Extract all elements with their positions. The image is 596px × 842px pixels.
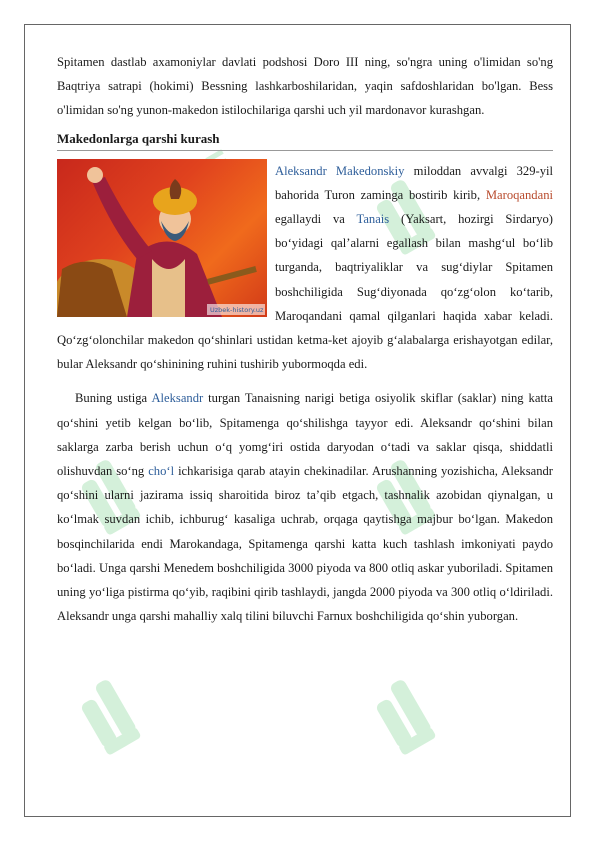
- document-body: [57, 50, 553, 628]
- link-chol[interactable]: cho‘l: [148, 464, 175, 479]
- section-heading: Makedonlarga qarshi kurash: [57, 128, 553, 151]
- paragraph-intro: Spitamen dastlab axamoniylar davlati podshosi Doro III ning, so'ngra uning o'limidan so'ng Baqtriya satrapi (hokimi) Bessning lashkarboshilaridan, yaqin safdoshlaridan bo'lgan. Bess o'limidan so'ng yunon-makedon istilochilariga qarshi uch yil mardonavor kurashgan.: [57, 55, 553, 118]
- paragraph-campaign: Aleksandr Makedonskiy miloddan avvalgi 329-yil bahorida Turon zaminga bostirib kirib, Maroqandani egallaydi va Tanais (Yaksart, hozirgi Sirdaryo) bo‘yidagi qal’alarni egallash bilan mashg‘ul bo‘lib turganda, baqtriyaliklar va sug‘diylar Spitamen boshchiligida Sug‘diyonada qo‘zg‘olon ko‘tarib, Maroqandani qamal qilganlari haqida xabar keladi. Qo‘zg‘olonchilar makedon qo‘shinlari ustidan ketma-ket ajoyib g‘alabalarga erishayotgan edilar, bular Aleksandr qo‘shinining ruhini tushirib yubormoqda edi.: [57, 163, 553, 372]
- illustration-image: [57, 159, 267, 317]
- link-tanais[interactable]: Tanais: [356, 212, 390, 227]
- warrior-illustration: [57, 159, 267, 317]
- paragraph-skiflar: Buning ustiga Aleksandr turgan Tanaisning narigi betiga osiyolik skiflar (saklar) ning katta qo‘shini yetib kelgan bo‘lib, Spitamenga qo‘shilishga tayyor edi. Aleksandr qo‘shini bilan saklarga zarba berish uchun o‘q yomg‘iri ostida daryodan o‘tadi va saklar qisqa, shiddatli olishuvdan so‘ng cho‘l ichkarisiga qarab atayin chekinadilar. Arushanning yozishicha, Aleksandr qo‘shini ularni jazirama issiq sharoitida biroz ta’qib etgach, tashnalik azobidan qiynalgan, u ko‘lmak suvdan ichib, ichburug‘ kasaliga uchrab, orqaga qaytishga majbur bo‘lgan. Makedon bosqinchilarida endi Marokandaga, Spitamenga qarshi katta kuch tashlash imkoniyati paydo bo‘ladi. Unga qarshi Menedem boshchiligida 3000 piyoda va 800 otliq askar yuboriladi. Spitamen uning yo‘liga pistirma qo‘yib, raqibini qirib tashlaydi, jangda 2000 piyoda va 300 otliq o‘ldiriladi. Aleksandr unga qarshi mahalliy xalq tilini biluvchi Farnux boshchiligida qo‘shin yuborgan.: [57, 391, 554, 624]
- link-maroqandani[interactable]: Maroqandani: [485, 187, 553, 202]
- image-caption: Uzbek-history.uz: [210, 305, 264, 314]
- link-aleksandr[interactable]: Aleksandr: [151, 391, 204, 406]
- link-aleksandr-makedonskiy[interactable]: Aleksandr Makedonskiy: [275, 163, 405, 178]
